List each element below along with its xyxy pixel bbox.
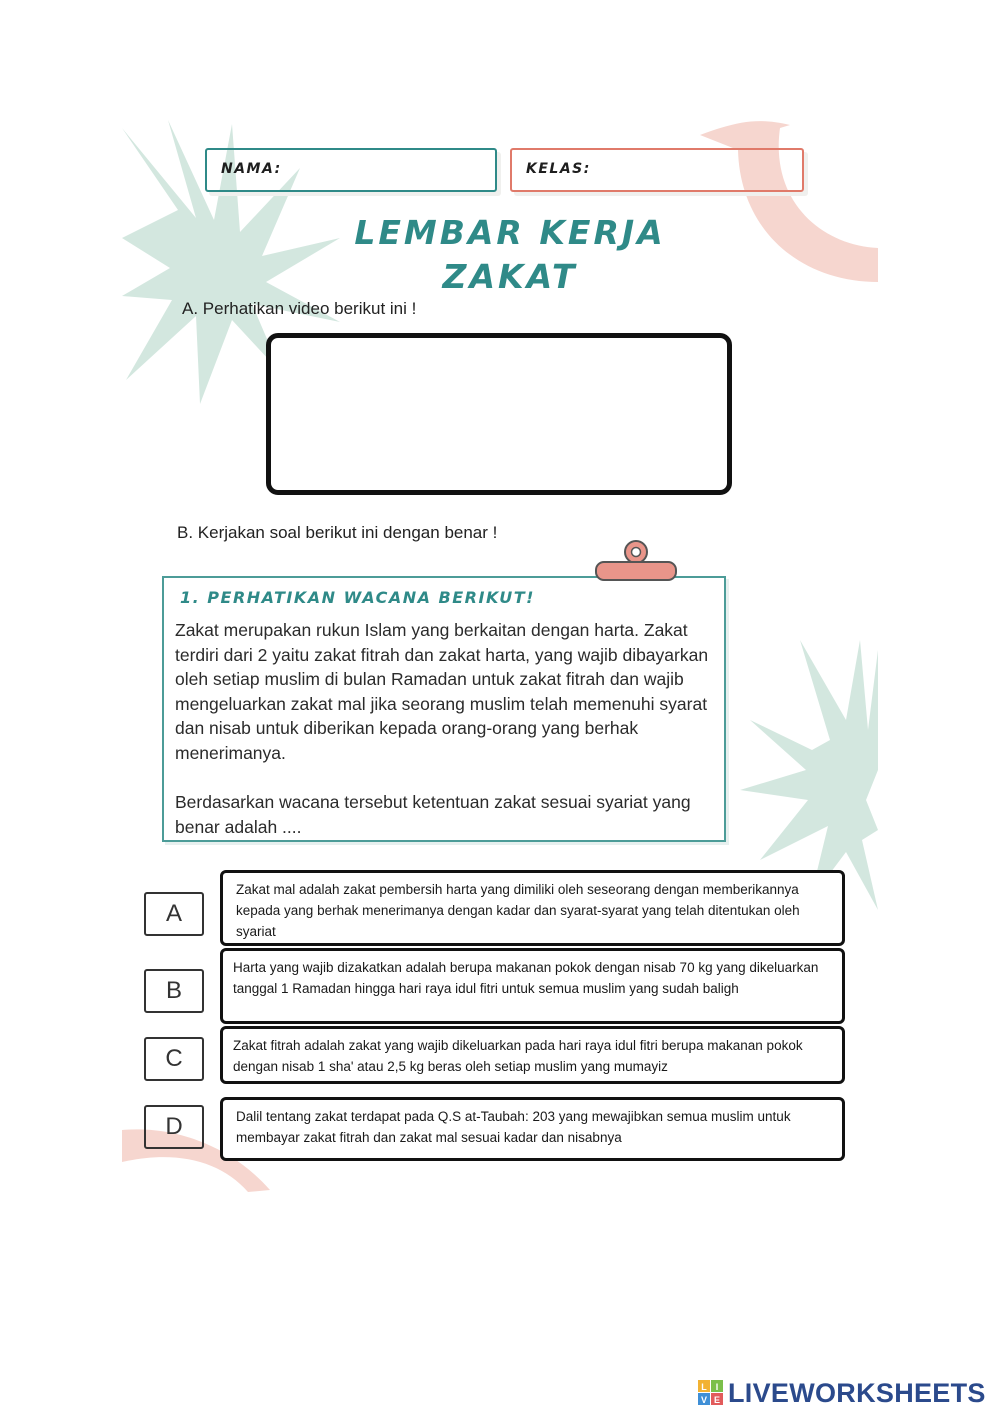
question-prompt: Berdasarkan wacana tersebut ketentuan zakat sesuai syariat yang benar adalah ....	[175, 792, 691, 837]
question-passage: Zakat merupakan rukun Islam yang berkaitan dengan harta. Zakat terdiri dari 2 yaitu zakat fitrah dan zakat harta, yang wajib dibayarkan oleh setiap muslim di bulan Ramadan untuk zakat fitrah dan wajib mengeluarkan zakat mal jika seorang muslim telah memenuhi syarat dan nisab untuk diberikan kepada orang-orang yang berhak menerimanya.	[175, 620, 709, 763]
section-b-instruction: B. Kerjakan soal berikut ini dengan benar !	[177, 523, 498, 542]
logo-letter-l: L	[701, 1382, 707, 1392]
option-d-answer[interactable]: Dalil tentang zakat terdapat pada Q.S at-Taubah: 203 yang mewajibkan semua muslim untuk membayar zakat fitrah dan zakat mal sesuai kadar dan nisabnya	[220, 1097, 845, 1161]
arc-shape	[700, 121, 878, 282]
brand-name: LIVEWORKSHEETS	[728, 1377, 986, 1408]
video-placeholder[interactable]	[266, 333, 732, 495]
option-c-answer[interactable]: Zakat fitrah adalah zakat yang wajib dikeluarkan pada hari raya idul fitri berupa makanan pokok dengan nisab 1 sha' atau 2,5 kg beras oleh setiap muslim yang mumayiz	[220, 1026, 845, 1084]
option-a-letter-box[interactable]: A	[144, 892, 204, 936]
option-a-answer[interactable]: Zakat mal adalah zakat pembersih harta yang dimiliki oleh seseorang dengan memberikannya kepada yang berhak menerimanya dengan kadar dan syarat-syarat yang telah ditentukan oleh syariat	[220, 870, 845, 946]
liveworksheets-logo-icon	[698, 1380, 724, 1406]
section-a-instruction: A. Perhatikan video berikut ini !	[182, 299, 417, 318]
logo-letter-v: V	[700, 1395, 708, 1405]
option-c-letter-box[interactable]: C	[144, 1037, 204, 1081]
page-title: LEMBAR KERJA	[354, 213, 666, 252]
clip-icon	[592, 538, 682, 588]
nama-field[interactable]	[205, 148, 497, 192]
liveworksheets-brand	[698, 1378, 986, 1408]
option-b-letter-box[interactable]: B	[144, 969, 204, 1013]
option-d-letter-box[interactable]: D	[144, 1105, 204, 1149]
nama-label: NAMA:	[221, 161, 282, 177]
question-card	[162, 576, 726, 842]
logo-letter-e: E	[713, 1395, 721, 1405]
kelas-label: KELAS:	[526, 161, 591, 177]
logo-letter-i: I	[715, 1382, 719, 1392]
option-b-answer[interactable]: Harta yang wajib dizakatkan adalah berupa makanan pokok dengan nisab 70 kg yang dikeluarkan tanggal 1 Ramadan hingga hari raya idul fitri untuk semua muslim yang sudah baligh	[220, 948, 845, 1024]
page-subtitle: ZAKAT	[442, 257, 578, 296]
question-heading: 1. PERHATIKAN WACANA BERIKUT!	[180, 588, 535, 607]
kelas-field[interactable]	[510, 148, 804, 192]
